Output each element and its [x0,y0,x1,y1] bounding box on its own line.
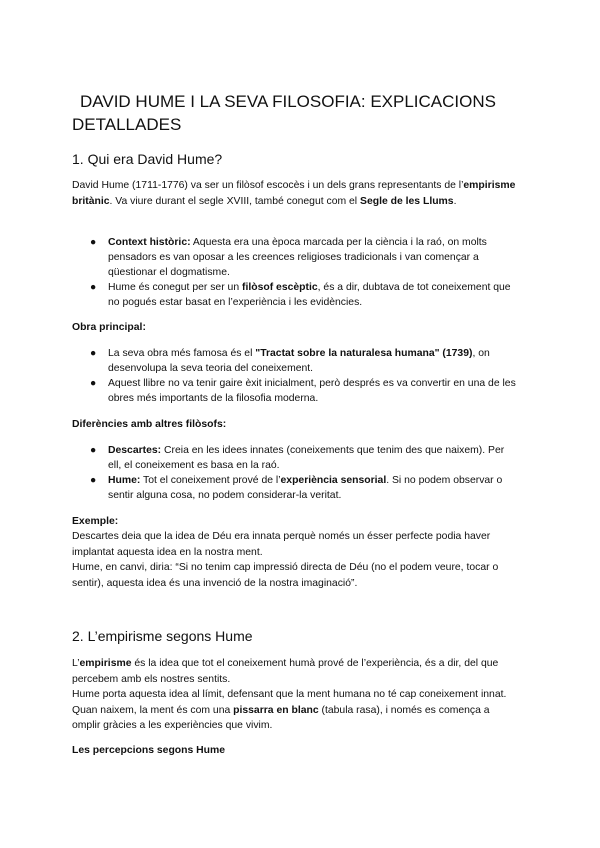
list-item: ● Hume: Tot el coneixement prové de l’experiència sensorial. Si no podem observar o sentir alguna cosa, no podem considerar-la veritat. [90,475,503,501]
bullet-icon: ● [90,237,97,248]
tabula-rasa-paragraph: Hume porta aquesta idea al límit, defensant que la ment humana no té cap coneixement innat. Quan naixem, la ment és com una pissarra en blanc (tabula rasa), i només es comença a omplir gràcies a les experiències que vivim. [72,689,507,731]
empirisme-paragraph: L’empirisme és la idea que tot el coneixement humà prové de l’experiència, és a dir, del que percebem amb els nostres sentits. [72,658,499,685]
title-line-1: DAVID HUME I LA SEVA FILOSOFIA: EXPLICACIONS [80,92,496,111]
section-1-intro: David Hume (1711-1776) va ser un filòsof escocès i un dels grans representants de l’empirisme britànic. Va viure durant el segle XVIII, també conegut com el Segle de les Llums. [72,180,516,207]
document-title [72,90,544,136]
list-item: ● Context històric: Aquesta era una època marcada per la ciència i la raó, on molts pensadors es van oposar a les creences religioses tradicionals i van començar a qüestionar el dogmatisme. [90,237,487,278]
list-item: ● Hume és conegut per ser un filòsof escèptic, és a dir, dubtava de tot coneixement que no pogués estar basat en l’experiència i les evidències. [90,282,511,308]
exemple-heading: Exemple: [72,516,119,527]
title-line-2: DETALLADES [72,115,182,134]
section-1-heading: 1. Qui era David Hume? [72,151,223,167]
section-2-heading: 2. L’empirisme segons Hume [72,628,253,644]
bullet-icon: ● [90,282,97,293]
list-item: ● La seva obra més famosa és el "Tractat sobre la naturalesa humana" (1739), on desenvolupa la seva teoria del coneixement. [90,348,490,374]
diferencies-list [72,443,520,503]
obra-heading: Obra principal: [72,322,146,333]
diferencies-heading: Diferències amb altres filòsofs: [72,419,227,430]
obra-list [72,346,520,406]
list-item: ● Descartes: Creia en les idees innates (coneixements que tenim des que naixem). Per ell, el coneixement es basa en la raó. [90,445,505,471]
bullet-icon: ● [90,378,97,389]
context-list [72,235,520,310]
list-item: ● Aquest llibre no va tenir gaire èxit inicialment, però després es va convertir en una de les obres més importants de la filosofia moderna. [90,378,516,404]
bullet-icon: ● [90,475,97,486]
bullet-icon: ● [90,445,97,456]
bullet-icon: ● [90,348,97,359]
percepcions-heading: Les percepcions segons Hume [72,745,226,756]
exemple-paragraph-2: Hume, en canvi, diria: “Si no tenim cap impressió directa de Déu (no el podem veure, tocar o sentir), aquesta idea és una invenció de la nostra imaginació”. [72,562,499,589]
exemple-paragraph-1: Descartes deia que la idea de Déu era innata perquè només un ésser perfecte podia haver implantat aquesta idea en la nostra ment. [72,531,491,558]
